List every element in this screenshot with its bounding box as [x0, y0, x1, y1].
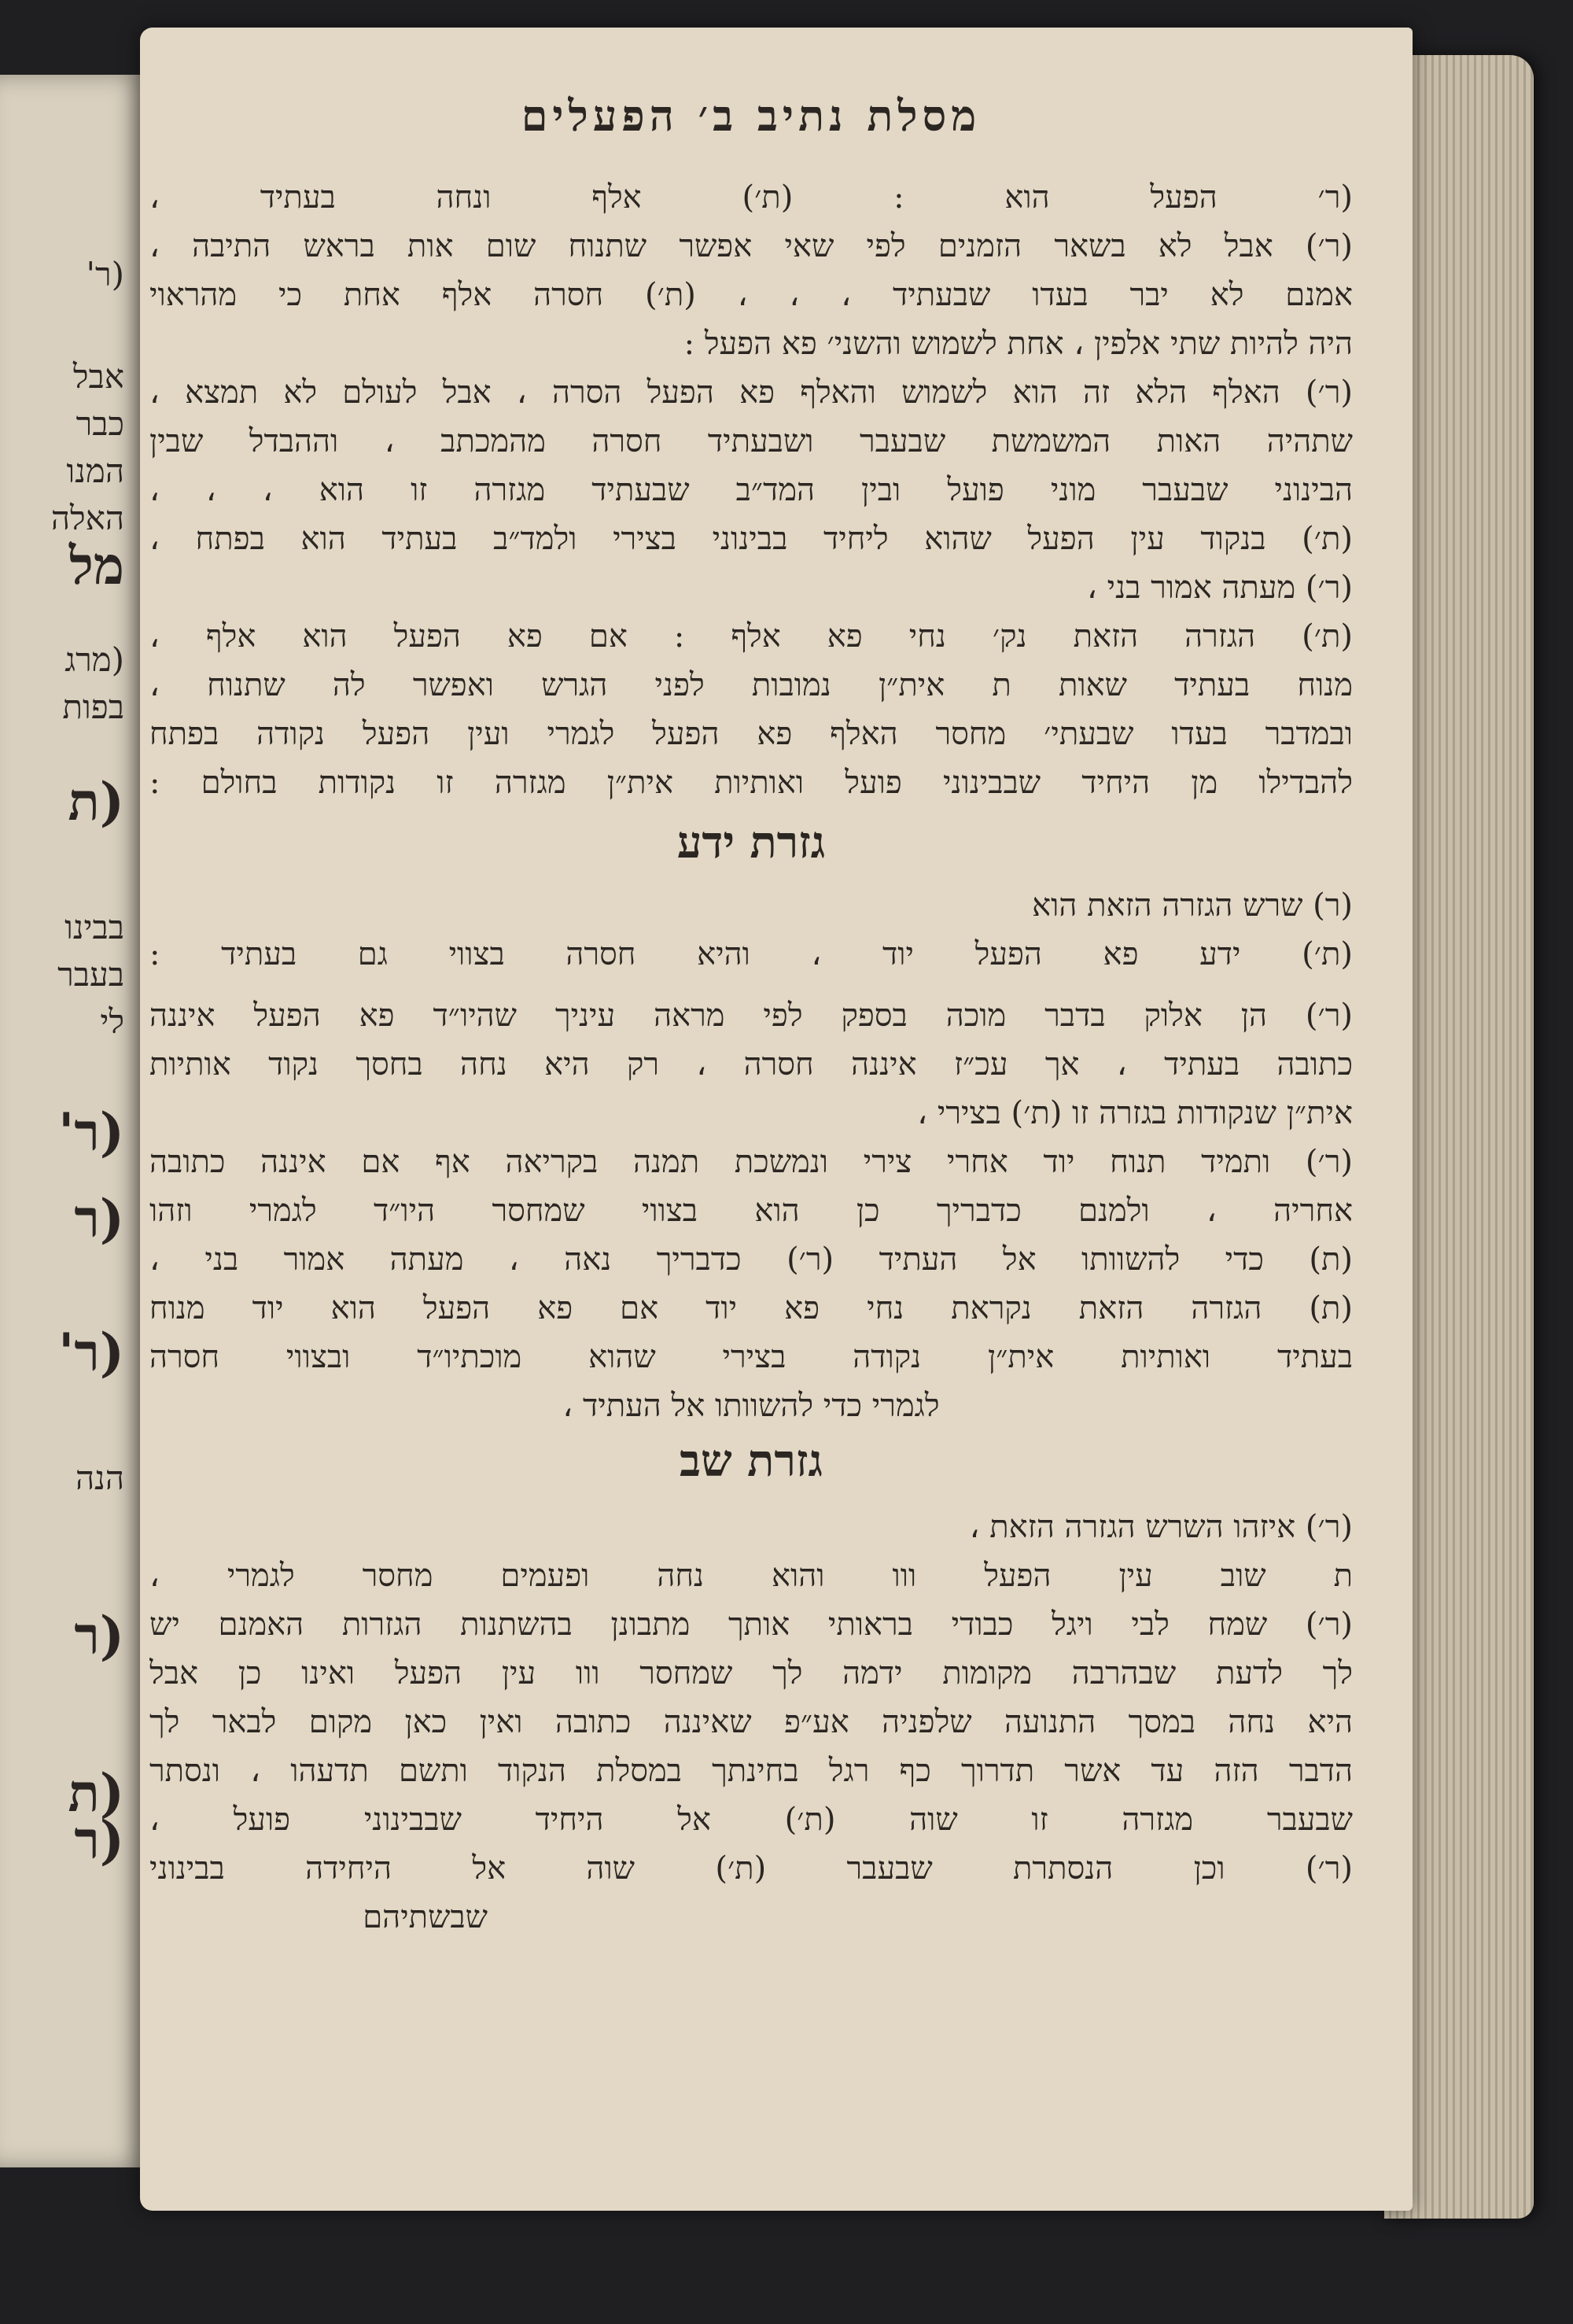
text-line: (ר׳) וכן הנסתרת שבעבר (ת׳) שוה אל היחידה בבינוני — [149, 1850, 1353, 1887]
facing-text: (מרג — [64, 640, 124, 679]
page-text — [149, 90, 1353, 2105]
text-line: (ת׳) בנקוד עין הפעל שהוא ליחיד בבינוני בצירי ולמד״ב בעתיד הוא בפתח ، — [149, 521, 1353, 557]
text-line: (ר׳) הן אלוק בדבר מוכה בספק לפי מראה עיניך שהיו״ד פא הפעל איננה — [149, 998, 1353, 1034]
text-line: (ר׳) ותמיד תנוח יוד אחרי צירי ונמשכת תמנה בקריאה אף אם איננה כתובה — [149, 1144, 1353, 1180]
text-line: בעתיד ואותיות אית״ן נקודה בצירי שהוא מוכתיו״ד ובצווי חסרה — [149, 1339, 1353, 1375]
text-line: היה להיות שתי אלפין ، אחת לשמוש והשני׳ פא הפעל : — [683, 326, 1353, 362]
text-line: שבעבר מגזרה זו שוה (ת׳) אל היחיד שבבינוני פועל ، — [149, 1802, 1353, 1838]
facing-text: בפות — [62, 688, 124, 726]
facing-text: האלה — [50, 499, 124, 537]
facing-text: (ר — [74, 1188, 124, 1249]
text-line: הדבר הזה עד אשר תדרוך כף רגל בחינתך במסלת הנקוד ותשם תדעהו ، ונסתר — [149, 1753, 1353, 1789]
text-line: (ר׳) אבל לא בשאר הזמנים לפי שאי אפשר שתנוח שום אות בראש התיבה ، — [149, 228, 1353, 264]
facing-text: (ר' — [58, 1322, 124, 1383]
text-line: (ת) הגזרה הזאת נקראת נחי פא יוד אם פא הפעל הוא יוד מנוח — [149, 1290, 1353, 1326]
text-line: אמנם לא יבר בעדו שבעתיד ، ، ، (ת׳) חסרה אלף אחת כי מהראוי — [149, 277, 1353, 313]
facing-text: כבר — [76, 404, 124, 443]
text-line: (ר׳) איזהו השרש הגזרה הזאת ، — [969, 1509, 1353, 1545]
text-line: הבינוני שבעבר מוני פועל ובין המד״ב שבעתיד מגזרה זו הוא ، ، ، — [149, 472, 1353, 508]
facing-text: לי — [100, 1002, 124, 1041]
facing-text: (ר — [74, 1605, 124, 1666]
text-line: (ת׳) ידע פא הפעל יוד ، והיא חסרה בצווי גם בעתיד : — [149, 936, 1353, 972]
text-line: אחריה ، ולמנם כדבריך כן הוא בצווי שמחסר היו״ד לגמרי וזהו — [149, 1193, 1353, 1229]
text-line: לך לדעת שבהרבה מקומות ידמה לך שמחסר ווו עין הפעל ואינו כן אבל — [149, 1655, 1353, 1691]
facing-text: אבל — [72, 357, 124, 396]
text-line: ובמדבר בעדו שבעתי׳ מחסר האלף פא הפעל לגמרי ועין הפעל נקודה בפתח — [149, 716, 1353, 752]
facing-text: בבינו — [64, 908, 124, 946]
facing-text: הנה — [76, 1459, 124, 1497]
facing-text: מל — [69, 535, 124, 596]
catchword: שבשתיהם — [363, 1899, 488, 1935]
text-line: מנוח בעתיד שאות ת אית״ן נמובות לפני הגרש ואפשר לה שתנוח ، — [149, 667, 1353, 703]
text-line: (ר׳) האלף הלא זה הוא לשמוש והאלף פא הפעל הסרה ، אבל לעולם לא תמצא ، — [149, 374, 1353, 411]
text-line: שתהיה האות המשמשת שבעבר ושבעתיד חסרה מהמכתב ، וההבדל שבין — [149, 423, 1353, 459]
text-line: (ר׳) מעתה אמור בני ، — [1087, 570, 1353, 606]
section-heading: גזרת שב — [680, 1441, 823, 1481]
facing-text: המנו — [66, 452, 124, 490]
text-line: לגמרי כדי להשוותו אל העתיד ، — [562, 1388, 940, 1424]
text-line: כתובה בעתיד ، אך עכ״ז איננה חסרה ، רק היא נחה בחסך נקוד אותיות — [149, 1046, 1353, 1083]
text-line: אית״ן שנקודות בגזרה זו (ת׳) בצירי ، — [917, 1095, 1353, 1131]
text-line: היא נחה במסך התנועה שלפניה אע״פ שאיננה כתובה ואין כאן מקום לבאר לך — [149, 1704, 1353, 1740]
text-line: להבדילו מן היחיד שבבינוני פועל ואותיות אית״ן מגזרה זו נקודות בחולם : — [149, 765, 1353, 801]
text-line: ת שוב עין הפעל ווו והוא נחה ופעמים מחסר לגמרי ، — [149, 1558, 1353, 1594]
text-line: (ר׳ הפעל הוא : (ת׳) אלף ונחה בעתיד ، — [149, 179, 1353, 216]
facing-text: (ר' — [86, 255, 124, 293]
running-head: מסלת נתיב ב׳ הפעלים — [521, 90, 982, 141]
facing-text: (ר' — [58, 1101, 124, 1163]
text-line: (ת׳) הגזרה הזאת נק׳ נחי פא אלף : אם פא הפעל הוא אלף ، — [149, 618, 1353, 655]
facing-page — [0, 75, 154, 2167]
text-line: (ר׳) שמח לבי ויגל כבודי בראותי אותך מתבונן בהשתנות הגזרות האמנם יש — [149, 1607, 1353, 1643]
facing-text: (ר — [74, 1809, 124, 1871]
facing-text: בעבר — [57, 955, 124, 994]
text-line: (ר) שרש הגזרה הזאת הוא — [1032, 887, 1353, 924]
facing-text: (ת — [68, 1762, 124, 1824]
section-heading: גזרת ידע — [676, 822, 826, 863]
text-line: (ת) כדי להשוותו אל העתיד (ר׳) כדבריך נאה ، מעתה אמור בני ، — [149, 1241, 1353, 1278]
facing-text: (ת — [68, 771, 124, 832]
